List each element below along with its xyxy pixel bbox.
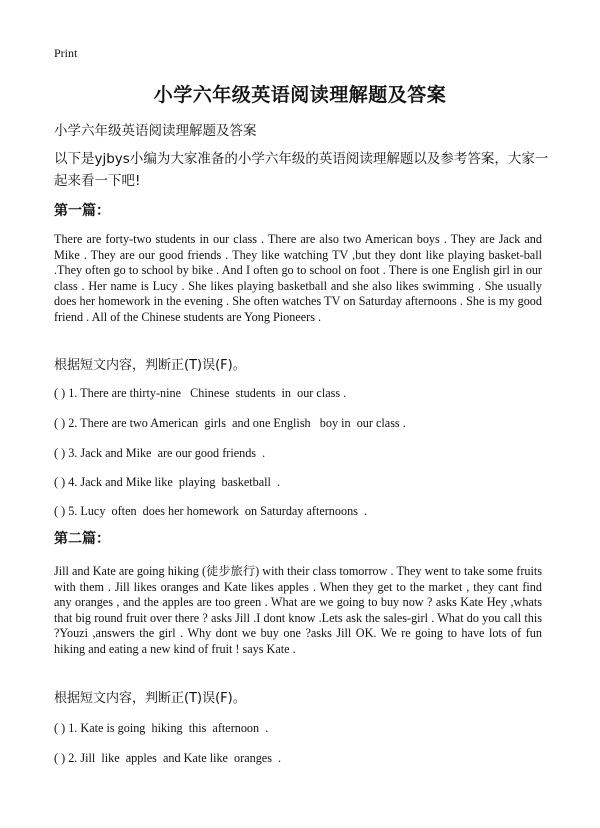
intro-paragraph: 以下是yjbys小编为大家准备的小学六年级的英语阅读理解题以及参考答案，大家一起来看一下吧!: [54, 151, 549, 189]
section-2-heading: 第二篇：: [54, 531, 110, 547]
question-2-2: ( ) 2. Jill like apples and Kate like oranges .: [54, 751, 282, 765]
question-1-5: ( ) 5. Lucy often does her homework on Saturday afternoons .: [54, 504, 368, 518]
section-1-passage: There are forty-two students in our class . There are also two American boys . They are Jack and Mike . They are our good friends . They like watching TV ,but they dont like playing basket-ball .They often go to school by bike . And I often go to school on foot . There is one English girl in our class . Her name is Lucy . She likes playing basketball and she also likes swimming . She usually does her homework in the evening . She often watches TV on Saturday afternoons . She is my good friend . All of the Chinese students are Yong Pioneers .: [54, 232, 542, 324]
section-1-instruction: 根据短文内容，判断正(T)误(F)。: [54, 358, 246, 373]
print-label[interactable]: Print: [54, 46, 78, 60]
question-1-3: ( ) 3. Jack and Mike are our good friends .: [54, 446, 266, 460]
question-1-2: ( ) 2. There are two American girls and one English boy in our class .: [54, 416, 406, 430]
page-title: 小学六年级英语阅读理解题及答案: [153, 84, 447, 106]
question-1-1: ( ) 1. There are thirty-nine Chinese students in our class .: [54, 386, 347, 400]
section-1-heading: 第一篇：: [54, 203, 110, 219]
section-2-instruction: 根据短文内容，判断正(T)误(F)。: [54, 691, 246, 706]
question-2-1: ( ) 1. Kate is going hiking this afternoon .: [54, 721, 269, 735]
page-subtitle: 小学六年级英语阅读理解题及答案: [54, 123, 257, 139]
section-2-passage: Jill and Kate are going hiking (徒步旅行) with their class tomorrow . They went to take some fruits with them . Jill likes oranges and Kate likes apples . When they get to the market , they cant find any oranges , and the apples are too green . What are we going to buy now ? asks Kate Hey ,whats that big round fruit over there ? asks Jill .I dont know .Lets ask the sales-girl . What do you call this ?Youzi ,answers the girl . Why dont we buy one ?asks Jill OK. We re going to have lots of fun hiking and eating a new kind of fruit ! says Kate .: [54, 564, 542, 656]
question-1-4: ( ) 4. Jack and Mike like playing basketball .: [54, 475, 281, 489]
